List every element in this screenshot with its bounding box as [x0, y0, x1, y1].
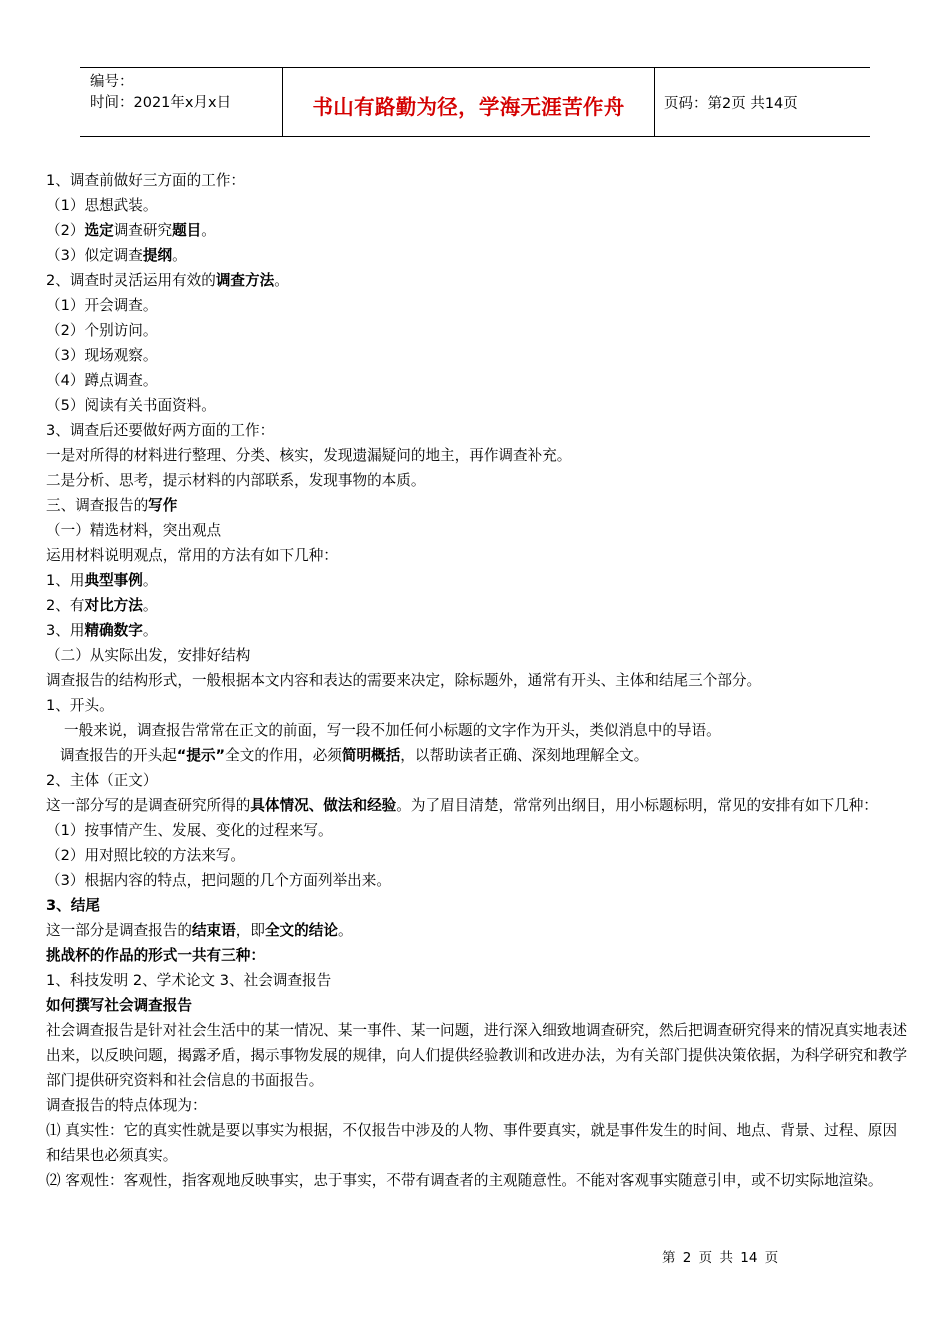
bold-text: 全文的结论 — [264, 922, 338, 939]
bold-text: 简明概括 — [341, 747, 401, 764]
text-line — [46, 1168, 908, 1193]
bold-text: 写作 — [148, 497, 178, 514]
text-line — [46, 168, 908, 193]
text-line — [46, 743, 908, 768]
text-line — [46, 293, 908, 318]
text-span: （5）阅读有关书面资料。 — [46, 397, 216, 414]
text-span: 。为了眉目清楚，常常列出纲目，用小标题标明，常见的安排有如下几种： — [396, 797, 878, 814]
bold-text: 典型事例 — [84, 572, 143, 589]
text-span: 调查报告的特点体现为： — [46, 1097, 207, 1114]
text-span: 三、调查报告的 — [46, 497, 149, 514]
text-line — [46, 368, 908, 393]
text-line — [46, 568, 908, 593]
text-span: 调查报告的结构形式，一般根据本文内容和表达的需要来决定，除标题外，通常有开头、主体和结尾三个部分。 — [46, 672, 762, 689]
text-span: 1、开头。 — [46, 697, 114, 714]
text-span: 。 — [142, 572, 158, 589]
text-span: 。 — [172, 247, 187, 264]
bold-text: 挑战杯的作品的形式一共有三种： — [46, 947, 265, 964]
number-label: 编号： — [90, 74, 134, 90]
text-line — [46, 218, 908, 243]
bold-text: 提纲 — [142, 247, 173, 264]
page-footer: 第 2 页 共 14 页 — [662, 1250, 779, 1266]
bold-text: 结束语 — [191, 922, 236, 939]
text-span: 这一部分是调查报告的 — [46, 922, 192, 939]
text-line — [46, 618, 908, 643]
text-span: （4）蹲点调查。 — [46, 372, 158, 389]
text-line — [46, 493, 908, 518]
text-span: 2、有 — [46, 597, 85, 614]
text-line — [46, 668, 908, 693]
text-span: （1）思想武装。 — [46, 197, 158, 214]
text-span: 。 — [201, 222, 216, 239]
text-line — [46, 1093, 908, 1118]
text-span: 一般来说，调查报告常常在正文的前面，写一段不加任何小标题的文字作为开头，类似消息中的导语。 — [64, 722, 721, 739]
text-span: 。 — [337, 922, 353, 939]
text-line — [46, 918, 908, 943]
text-line — [46, 1118, 908, 1168]
text-span: 。 — [274, 272, 289, 289]
text-line — [46, 268, 908, 293]
bold-text: 精确数字 — [84, 622, 143, 639]
text-line — [46, 593, 908, 618]
text-line — [46, 518, 908, 543]
text-span: 1、调查前做好三方面的工作： — [46, 172, 246, 189]
bold-text: “提示” — [176, 747, 226, 764]
text-span: （一）精选材料，突出观点 — [46, 522, 222, 539]
document-body — [46, 168, 908, 1193]
text-span: 。 — [142, 622, 158, 639]
text-span: （1）开会调查。 — [46, 297, 158, 314]
text-span: ，即 — [235, 922, 265, 939]
text-line — [46, 543, 908, 568]
text-span: 调查研究 — [113, 222, 173, 239]
text-span: （1）按事情产生、发展、变化的过程来写。 — [46, 822, 333, 839]
text-line — [46, 393, 908, 418]
text-line — [46, 718, 908, 743]
text-line — [46, 968, 908, 993]
text-span: 3、用 — [46, 622, 85, 639]
text-span: ⑴ 真实性：它的真实性就是要以事实为根据，不仅报告中涉及的人物、事件要真实，就是事件发生的时间、地点、背景、过程、原因和结果也必须真实。 — [46, 1122, 898, 1164]
text-span: 2、主体（正文） — [46, 772, 158, 789]
text-span: 调查报告的开头起 — [60, 747, 177, 764]
text-span: 这一部分写的是调查研究所得的 — [46, 797, 251, 814]
text-line — [46, 1018, 908, 1093]
text-span: ，以帮助读者正确、深刻地理解全文。 — [400, 747, 649, 764]
text-span: （3）似定调查 — [46, 247, 143, 264]
text-span: （3）现场观察。 — [46, 347, 158, 364]
page-header — [80, 67, 870, 137]
header-divider — [654, 68, 655, 136]
text-line — [46, 443, 908, 468]
text-line — [46, 418, 908, 443]
bold-text: 具体情况、做法和经验 — [250, 797, 397, 814]
text-span: （二）从实际出发，安排好结构 — [46, 647, 251, 664]
text-span: 2、调查时灵活运用有效的 — [46, 272, 216, 289]
text-line — [46, 693, 908, 718]
bold-text: 选定 — [84, 222, 114, 239]
text-span: 社会调查报告是针对社会生活中的某一情况、某一事件、某一问题，进行深入细致地调查研究，然后把调查研究得来的情况真实地表述出来，以反映问题，揭露矛盾，揭示事物发展的规律，向人们提供经验教训和改进办法，为有关部门提供决策依据，为科学研究和教学部门提供研究资料和社会信息的书面报告。 — [46, 1022, 908, 1089]
text-span: （2）个别访问。 — [46, 322, 158, 339]
bold-text: 如何撰写社会调查报告 — [46, 997, 192, 1014]
text-span: （3）根据内容的特点，把问题的几个方面列举出来。 — [46, 872, 391, 889]
text-span: 1、用 — [46, 572, 85, 589]
bold-text: 对比方法 — [84, 597, 143, 614]
text-line — [46, 843, 908, 868]
header-meta — [90, 72, 231, 114]
text-line — [46, 993, 908, 1018]
text-line — [46, 793, 908, 818]
text-line — [46, 943, 908, 968]
text-span: 二是分析、思考，提示材料的内部联系，发现事物的本质。 — [46, 472, 426, 489]
text-span: 运用材料说明观点，常用的方法有如下几种： — [46, 547, 338, 564]
text-span: 一是对所得的材料进行整理、分类、核实，发现遗漏疑问的地主，再作调查补充。 — [46, 447, 572, 464]
bold-text: 题目 — [172, 222, 202, 239]
text-span: 全文的作用，必须 — [225, 747, 342, 764]
text-span: 1、科技发明 2、学术论文 3、社会调查报告 — [46, 972, 332, 989]
text-span: 。 — [142, 597, 158, 614]
header-page-info: 页码：第2页 共14页 — [664, 96, 798, 112]
text-span: （2）用对照比较的方法来写。 — [46, 847, 246, 864]
text-line — [46, 893, 908, 918]
text-line — [46, 868, 908, 893]
text-line — [46, 468, 908, 493]
text-line — [46, 318, 908, 343]
text-line — [46, 768, 908, 793]
text-span: 3、调查后还要做好两方面的工作： — [46, 422, 275, 439]
text-line — [46, 818, 908, 843]
date-label: 时间：2021年x月x日 — [90, 95, 232, 111]
text-span: ⑵ 客观性：客观性，指客观地反映事实，忠于事实，不带有调查者的主观随意性。不能对客观事实随意引申，或不切实际地渲染。 — [46, 1172, 883, 1189]
bold-text: 调查方法 — [215, 272, 275, 289]
text-line — [46, 243, 908, 268]
bold-text: 3、结尾 — [46, 897, 100, 914]
text-span: （2） — [46, 222, 85, 239]
text-line — [46, 193, 908, 218]
header-motto: 书山有路勤为径，学海无涯苦作舟 — [312, 95, 625, 119]
text-line — [46, 643, 908, 668]
text-line — [46, 343, 908, 368]
